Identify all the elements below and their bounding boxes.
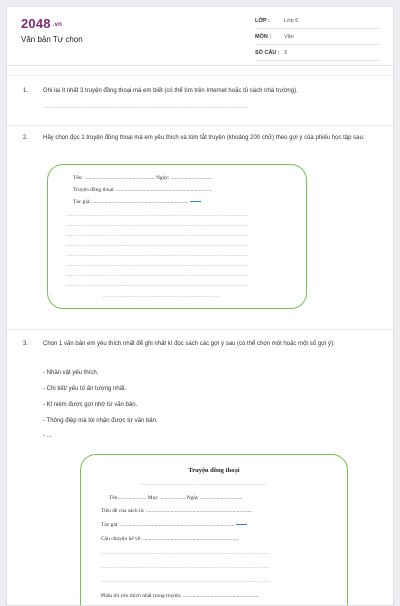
form-summary-line[interactable]: ............................................................................................................. [66,232,249,238]
cursor-mark [236,524,247,526]
form-summary-line[interactable]: ............................................................................................................. [66,222,249,228]
question-number: 1. [23,88,29,94]
form-story-about-line[interactable]: Câu chuyện kể về: ..................................................................... [101,536,239,542]
logo-suffix: .vn [52,21,63,28]
form-summary-line[interactable]: ............................................................................................................. [66,242,249,248]
question-number: 2. [23,135,29,141]
answer-line[interactable]: ................................................................................................... [43,104,248,110]
question-text: Hãy chọn đọc 1 truyện đồng thoại mà em yêu thích và tóm tắt truyện (khoảng 200 chữ) theo gợi ý của phiếu học tập sau: [43,135,365,141]
divider [7,75,393,76]
meta-grade [255,15,380,29]
meta-label: MÔN : [255,34,272,40]
form-summary-line[interactable]: ............................................................................................................. [66,212,249,218]
meta-question-count [255,47,380,61]
form-summary-line[interactable]: ............................................................................................................. [66,272,249,278]
logo-text: 2048 [21,16,51,31]
form-content-line[interactable]: ..................................................................................................... [101,578,271,584]
form-summary-line[interactable]: ...................................................................... [103,293,221,299]
meta-label: SỐ CÂU : [255,50,280,56]
site-logo[interactable] [21,16,62,31]
suggestion-item: - Chi tiết/ yếu tố ấn tượng nhất. [43,386,127,392]
divider [7,329,393,330]
form-content-line[interactable]: ..................................................................................................... [101,564,271,570]
suggestion-item: - Thông điệp mà tôi nhận được từ văn bản. [43,418,158,424]
question-text: Chọn 1 văn bản em yêu thích nhất để ghi nhật kí đọc sách các gợi ý sau (có thể chọn một hoặc một số gợi ý): [43,341,335,347]
form-book-title-line[interactable]: Tiêu đề của sách là: ............................................................................. [101,508,252,514]
form-summary-line[interactable]: ............................................................................................................. [66,252,249,258]
form-favorite-part-line[interactable]: Phần tôi yêu thích nhất trong truyện: ....................................................... [101,593,259,599]
page-title: Văn bản Tự chọn [21,35,83,44]
question-number: 3. [23,341,29,347]
meta-label: LỚP : [255,18,270,24]
form-story-line[interactable]: Truyện đồng thoại: ...................................................................... [73,187,213,193]
form-author-text: Tác giả: ...................................................................... [73,199,189,205]
worksheet-page [6,6,394,606]
suggestion-item: - Kỉ niệm được gợi nhớ từ văn bản. [43,402,138,408]
suggestion-item: - Nhân vật yêu thích. [43,370,99,376]
form-author-text: Tác giả: ................................................................................... [101,522,235,528]
meta-value: Văn [284,34,294,40]
form-author-line[interactable] [101,522,247,528]
cursor-mark [190,201,201,203]
question-1 [23,87,383,117]
form-title: Truyện đồng thoại [188,467,240,474]
question-text: Ghi lại ít nhất 3 truyện đồng thoại mà em biết (có thể tìm trên Internet hoặc tủ sách nhà trường). [43,88,298,94]
form-name-line[interactable]: Tên..................... Mục ................... Ngày ............................... [109,495,243,501]
question-2 [23,134,383,154]
form-content-line[interactable]: ..................................................................................................... [101,550,271,556]
form-summary-line[interactable]: ............................................................................................................. [66,282,249,288]
divider [7,125,393,126]
form-author-line[interactable] [73,199,201,205]
reading-diary-form [80,454,348,606]
reading-summary-form [47,164,307,309]
meta-value: 3 [284,50,288,56]
worksheet-header [7,7,393,66]
form-name-date-line[interactable]: Tên: ................................................... Ngày: .............................. [73,175,213,181]
suggestion-item: - ... [43,433,52,439]
form-summary-line[interactable]: ............................................................................................................. [66,262,249,268]
meta-value: Lớp 6 [284,18,299,24]
meta-subject [255,31,380,45]
form-title-line[interactable]: ........................................................................... [141,481,267,487]
question-3 [23,340,383,360]
